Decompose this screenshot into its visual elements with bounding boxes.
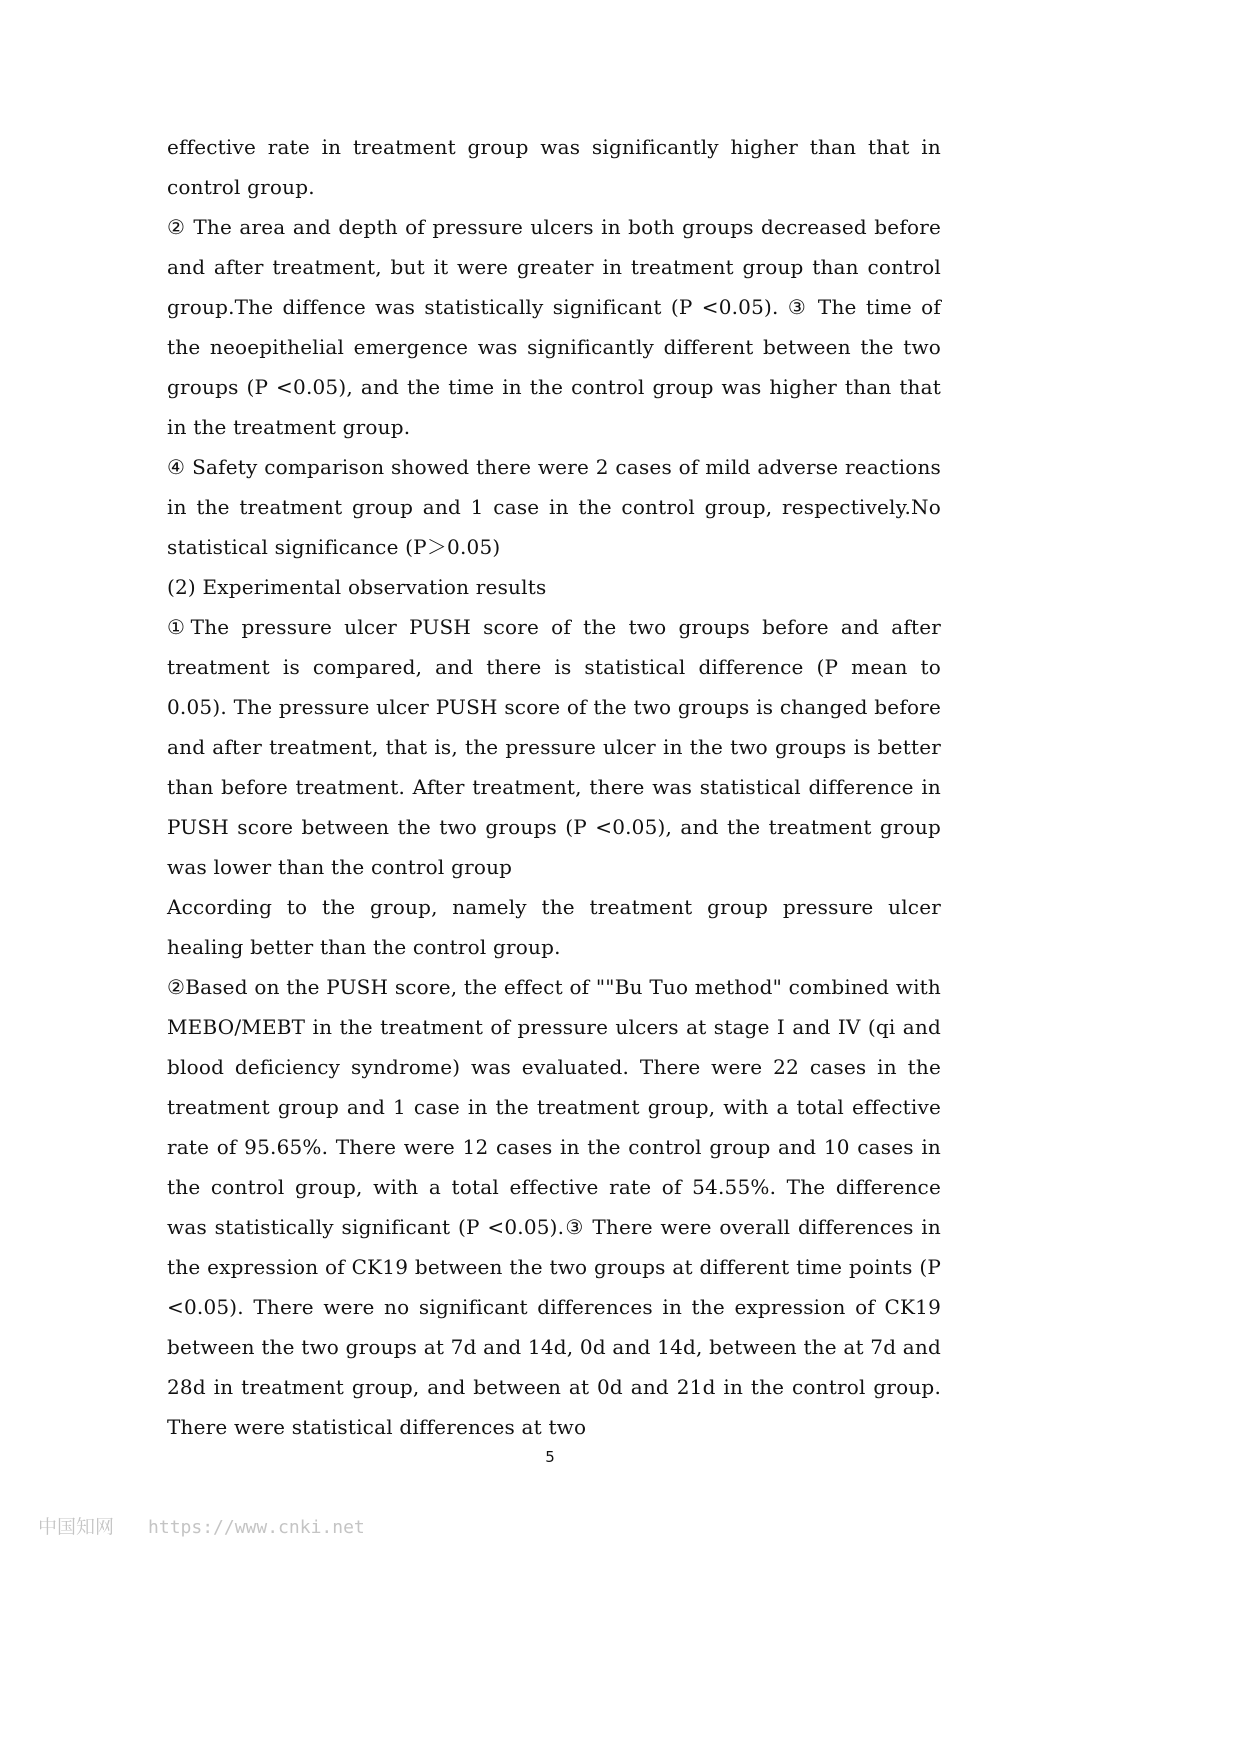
watermark-site-name: 中国知网	[38, 1516, 115, 1538]
page-number: 5	[545, 1448, 555, 1466]
paragraph-effective-rate: effective rate in treatment group was significantly higher than that in control group.	[167, 135, 941, 199]
cnki-watermark	[38, 1512, 365, 1539]
paragraph-healing: According to the group, namely the treatment group pressure ulcer healing better than the control group.	[167, 895, 941, 959]
body-text	[167, 127, 941, 1447]
watermark-url: https://www.cnki.net	[148, 1517, 365, 1538]
paragraph-area-depth: ② The area and depth of pressure ulcers in both groups decreased before and after treatment, but it were greater in treatment group than control group.The diffence was statistically significant (P <0.05). ③ The time of the neoepithelial emergence was significantly different between the two groups (P <0.05), and the time in the control group was higher than that in the treatment group.	[167, 215, 941, 439]
paragraph-bu-tuo: ②Based on the PUSH score, the effect of ""Bu Tuo method" combined with MEBO/MEBT in the treatment of pressure ulcers at stage I and IV (qi and blood deficiency syndrome) was evaluated. There were 22 cases in the treatment group and 1 case in the treatment group, with a total effective rate of 95.65%. There were 12 cases in the control group and 10 cases in the control group, with a total effective rate of 54.55%. The difference was statistically significant (P <0.05).③ There were overall differences in the expression of CK19 between the two groups at different time points (P <0.05). There were no significant differences in the expression of CK19 between the two groups at 7d and 14d, 0d and 14d, between the at 7d and 28d in treatment group, and between at 0d and 21d in the control group. There were statistical differences at two	[167, 975, 941, 1439]
paragraph-push-score: ①The pressure ulcer PUSH score of the two groups before and after treatment is compared, and there is statistical difference (P mean to 0.05). The pressure ulcer PUSH score of the two groups is changed before and after treatment, that is, the pressure ulcer in the two groups is better than before treatment. After treatment, there was statistical difference in PUSH score between the two groups (P <0.05), and the treatment group was lower than the control group	[167, 615, 941, 879]
section-heading-experimental: (2) Experimental observation results	[167, 575, 547, 599]
paragraph-safety: ④ Safety comparison showed there were 2 cases of mild adverse reactions in the treatment group and 1 case in the control group, respectively.No statistical significance (P＞0.05)	[167, 455, 941, 559]
